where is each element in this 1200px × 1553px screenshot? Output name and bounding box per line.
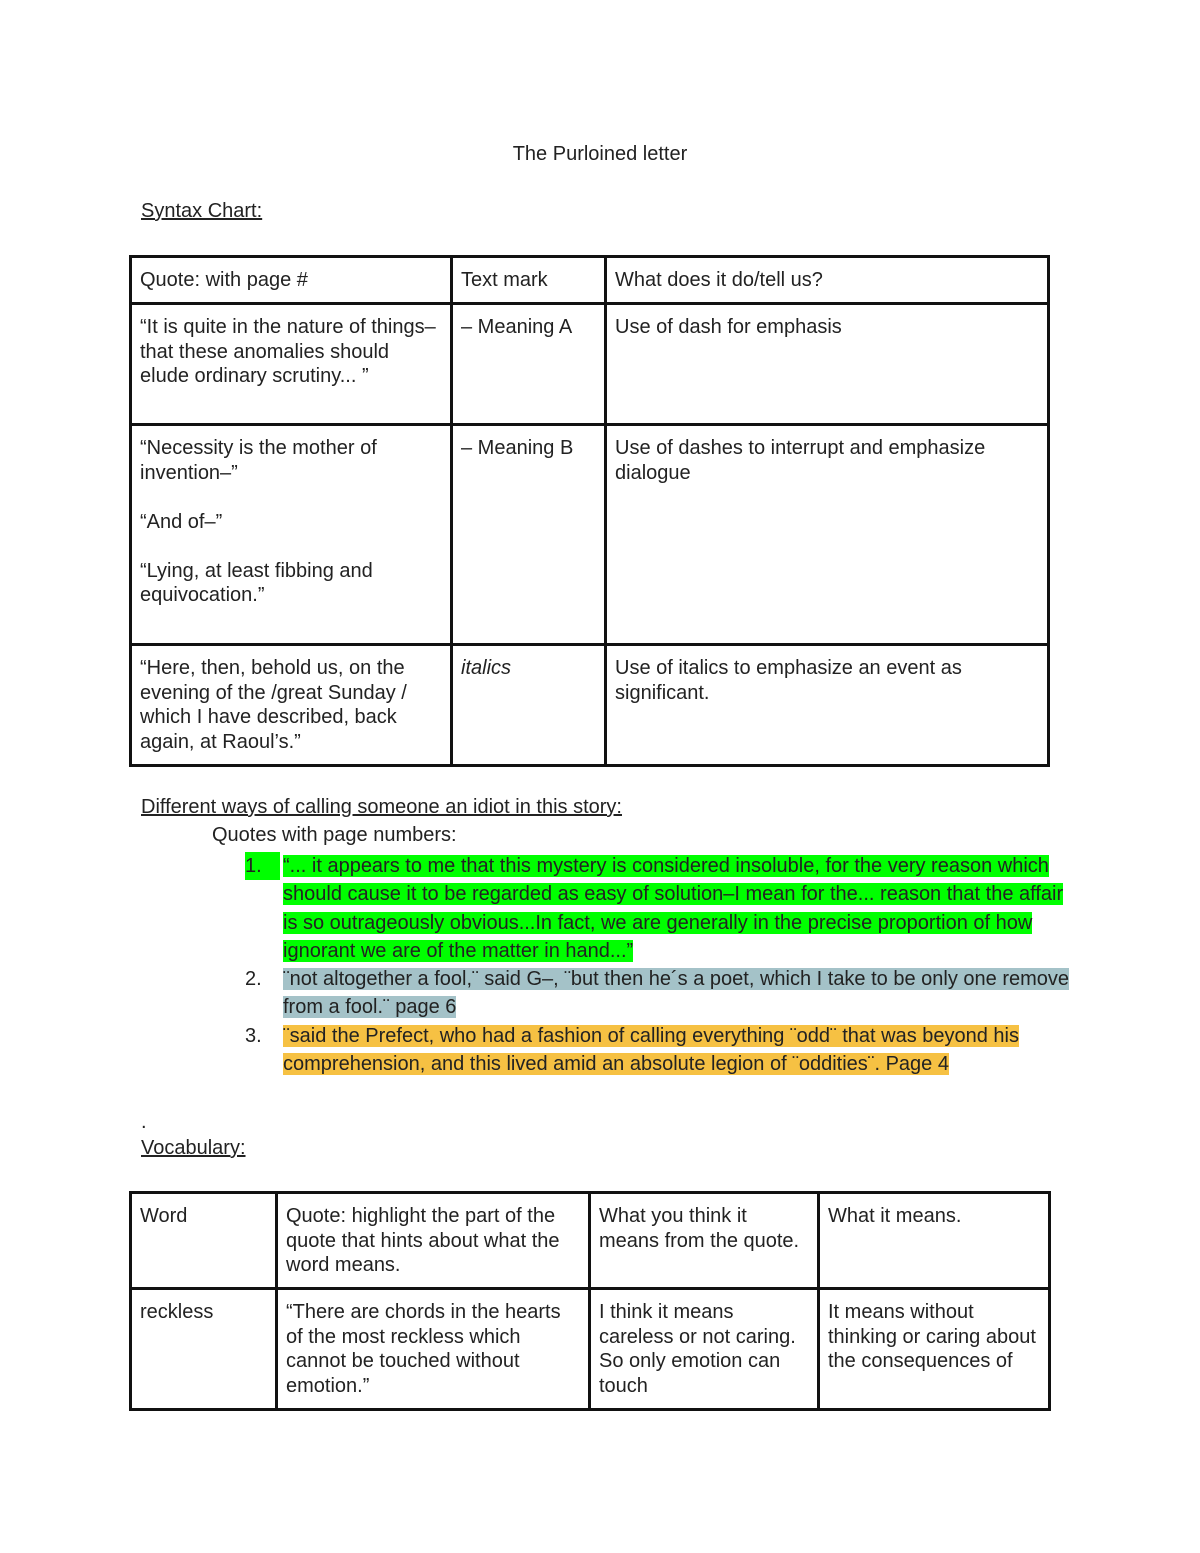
- syntax-chart-heading: Syntax Chart:: [141, 200, 263, 222]
- quote-text: “Necessity is the mother of invention–”: [140, 437, 377, 484]
- list-number: 1.: [245, 852, 280, 880]
- syntax-header-row: [131, 257, 1049, 304]
- syntax-effect-cell: Use of dashes to interrupt and emphasize dialogue: [606, 425, 1049, 645]
- syntax-quote-cell: [131, 304, 452, 425]
- syntax-mark-cell: italics: [452, 645, 606, 766]
- vocab-row: [131, 1289, 1050, 1410]
- vocabulary-table: [129, 1191, 1051, 1411]
- syntax-quote-cell: [131, 645, 452, 766]
- list-item: [245, 852, 1075, 965]
- syntax-row: [131, 645, 1049, 766]
- idiot-quotes-list: [245, 852, 1075, 1078]
- vocab-header-meaning: What it means.: [819, 1193, 1050, 1289]
- quote-text: “And of–”: [140, 510, 223, 533]
- syntax-header-mark: Text mark: [452, 257, 606, 304]
- vocab-header-word: Word: [131, 1193, 277, 1289]
- highlighted-quote: “... it appears to me that this mystery is considered insoluble, for the very reason which should cause it to be regarded as easy of solution–I mean for the... reason that the affair is so outrageously obvious...In fact, we are generally in the precise proportion of how ignorant we are of the matter in hand...”: [283, 855, 1064, 962]
- document-title: The Purloined letter: [512, 143, 688, 165]
- syntax-header-quote: Quote: with page #: [131, 257, 452, 304]
- vocab-word-cell: reckless: [131, 1289, 277, 1410]
- vocab-header-quote: Quote: highlight the part of the quote that hints about what the word means.: [277, 1193, 590, 1289]
- syntax-table: [129, 255, 1050, 767]
- vocab-meaning-cell: It means without thinking or caring about the consequences of: [819, 1289, 1050, 1410]
- quote-text: “Here, then, behold us, on the evening of the /great Sunday / which I have described, back again, at Raoul’s.”: [140, 657, 407, 753]
- syntax-effect-cell: Use of italics to emphasize an event as significant.: [606, 645, 1049, 766]
- vocabulary-heading: Vocabulary:: [141, 1137, 246, 1159]
- list-number: 2.: [245, 968, 262, 991]
- list-number: 3.: [245, 1024, 262, 1047]
- highlighted-quote: ¨said the Prefect, who had a fashion of calling everything ¨odd¨ that was beyond his comprehension, and this lived amid an absolute legion of ¨oddities¨. Page 4: [283, 1024, 1019, 1076]
- quote-text: “Lying, at least fibbing and equivocation.”: [140, 559, 373, 606]
- syntax-effect-cell: Use of dash for emphasis: [606, 304, 1049, 425]
- list-item: [245, 965, 1075, 1022]
- highlighted-quote: ¨not altogether a fool,¨ said G–, ¨but then he´s a poet, which I take to be only one remove from a fool.¨ page 6: [283, 968, 1070, 1019]
- syntax-header-effect: What does it do/tell us?: [606, 257, 1049, 304]
- syntax-row: [131, 304, 1049, 425]
- vocab-guess-cell: I think it means careless or not caring. So only emotion can touch: [590, 1289, 819, 1410]
- syntax-quote-cell: [131, 425, 452, 645]
- syntax-mark-cell: – Meaning B: [452, 425, 606, 645]
- quotes-label: Quotes with page numbers:: [212, 824, 457, 846]
- vocab-header-row: [131, 1193, 1050, 1289]
- quote-text: “It is quite in the nature of things–that these anomalies should elude ordinary scrutiny... ”: [140, 316, 436, 387]
- vocab-header-guess: What you think it means from the quote.: [590, 1193, 819, 1289]
- syntax-mark-cell: – Meaning A: [452, 304, 606, 425]
- list-item: [245, 1022, 1075, 1079]
- stray-period: .: [141, 1111, 147, 1133]
- vocab-quote-cell: “There are chords in the hearts of the most reckless which cannot be touched without emotion.”: [277, 1289, 590, 1410]
- syntax-row: [131, 425, 1049, 645]
- idiot-ways-heading: Different ways of calling someone an idiot in this story:: [141, 796, 622, 818]
